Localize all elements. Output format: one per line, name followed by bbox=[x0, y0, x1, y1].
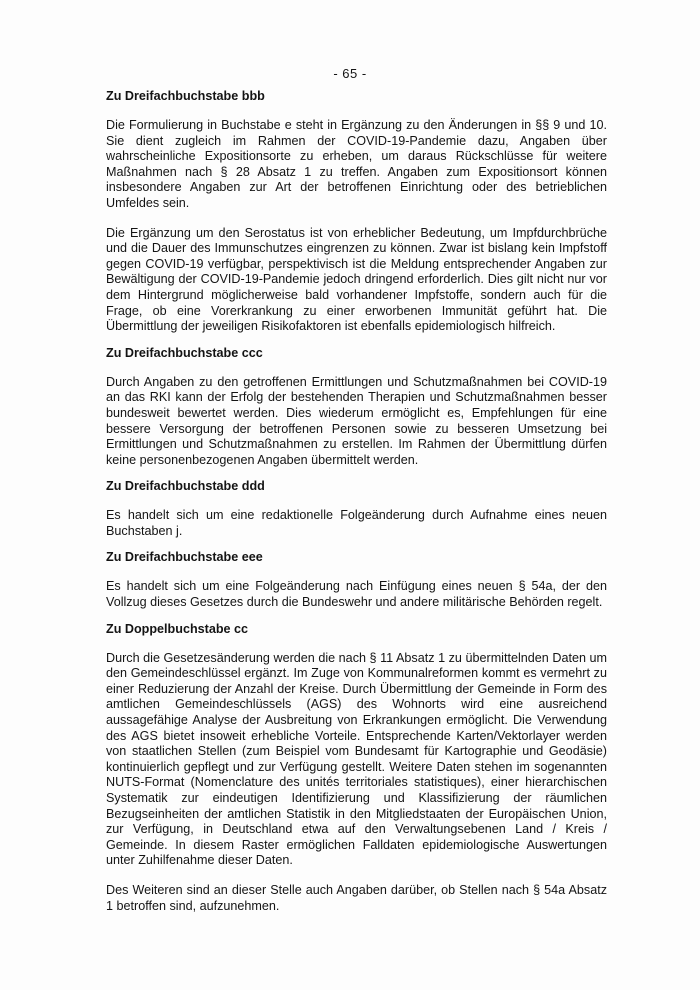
paragraph: Die Formulierung in Buchstabe e steht in Ergänzung zu den Änderungen in §§ 9 und 10. Sie dient zugleich im Rahmen der COVID-19-Pandemie dazu, Angaben über wahrscheinliche Expositionsorte zu erheben, um daraus Rückschlüsse für weitere Maßnahmen nach § 28 Absatz 1 zu treffen. Angaben zum Expositionsort können insbesondere Angaben zur Art der betroffenen Einrichtung oder des betrieblichen Umfeldes sein. bbox=[106, 118, 607, 210]
page-number: - 65 - bbox=[333, 66, 367, 81]
paragraph: Durch Angaben zu den getroffenen Ermittlungen und Schutzmaßnahmen bei COVID-19 an das RKI kann der Erfolg der bestehenden Therapien und Schutzmaßnahmen besser bundesweit bewertet werden. Dies wiederum ermöglicht es, Empfehlungen für eine bessere Versorgung der betroffenen Personen sowie zu besseren Umsetzung bei Ermittlungen und Schutzmaßnahmen zu erstellen. Im Rahmen der Übermittlung dürfen keine personenbezogenen Angaben übermittelt werden. bbox=[106, 374, 607, 467]
document-body bbox=[106, 88, 607, 928]
section-heading-eee: Zu Dreifachbuchstabe eee bbox=[106, 550, 263, 565]
section-heading-bbb: Zu Dreifachbuchstabe bbb bbox=[106, 89, 265, 103]
section-heading-ccc: Zu Dreifachbuchstabe ccc bbox=[106, 345, 263, 360]
paragraph: Die Ergänzung um den Serostatus ist von erheblicher Bedeutung, um Impfdurchbrüche und die Dauer des Immunschutzes eingrenzen zu können. Zwar ist bislang kein Impfstoff gegen COVID-19 verfügbar, perspektivisch ist die Meldung entsprechender Angaben zur Bewältigung der COVID-19-Pandemie jedoch dringend erforderlich. Dies gilt nicht nur vor dem Hintergrund möglicherweise bald vorhandener Impfstoffe, sondern auch für die Frage, ob eine Vorerkrankung zu einer erworbenen Immunität geführt hat. Die Übermittlung der jeweiligen Risikofaktoren ist ebenfalls epidemiologisch hilfreich. bbox=[106, 225, 607, 334]
paragraph: Es handelt sich um eine Folgeänderung nach Einfügung eines neuen § 54a, der den Vollzug dieses Gesetzes durch die Bundeswehr und andere militärische Behörden regelt. bbox=[106, 579, 607, 610]
paragraph: Durch die Gesetzesänderung werden die nach § 11 Absatz 1 zu übermittelnden Daten um den Gemeindeschlüssel ergänzt. Im Zuge von Kommunalreformen kommt es vermehrt zu einer Reduzierung der Anzahl der Kreise. Durch Übermittlung der Gemeinde in Form des amtlichen Gemeindeschlüssels (AGS) des Wohnorts wird eine ausreichend aussagefähige Analyse der Ausbreitung von Erkrankungen ermöglicht. Die Verwendung des AGS bietet insoweit erhebliche Vorteile. Entsprechende Karten/Vektorlayer werden von staatlichen Stellen (zum Beispiel vom Bundesamt für Kartographie und Geodäsie) kontinuierlich gepflegt und zur Verfügung gestellt. Weitere Daten stehen im sogenannten NUTS-Format (Nomenclature des unités territoriales statistiques), einer hierarchischen Systematik zur eindeutigen Identifizierung und Klassifizierung der räumlichen Bezugseinheiten der amtlichen Statistik in den Mitgliedstaaten der Europäischen Union, zur Verfügung, in Deutschland etwa auf den Verwaltungsebenen Land / Kreis / Gemeinde. In diesem Raster ermöglichen Falldaten epidemiologische Auswertungen unter Zuhilfenahme dieser Daten. bbox=[106, 650, 607, 868]
paragraph: Es handelt sich um eine redaktionelle Folgeänderung durch Aufnahme eines neuen Buchstaben j. bbox=[106, 508, 607, 538]
section-heading-cc: Zu Doppelbuchstabe cc bbox=[106, 621, 249, 636]
paragraph: Des Weiteren sind an dieser Stelle auch Angaben darüber, ob Stellen nach § 54a Absatz 1 betroffen sind, aufzunehmen. bbox=[106, 882, 607, 913]
section-heading-ddd: Zu Dreifachbuchstabe ddd bbox=[106, 479, 265, 494]
